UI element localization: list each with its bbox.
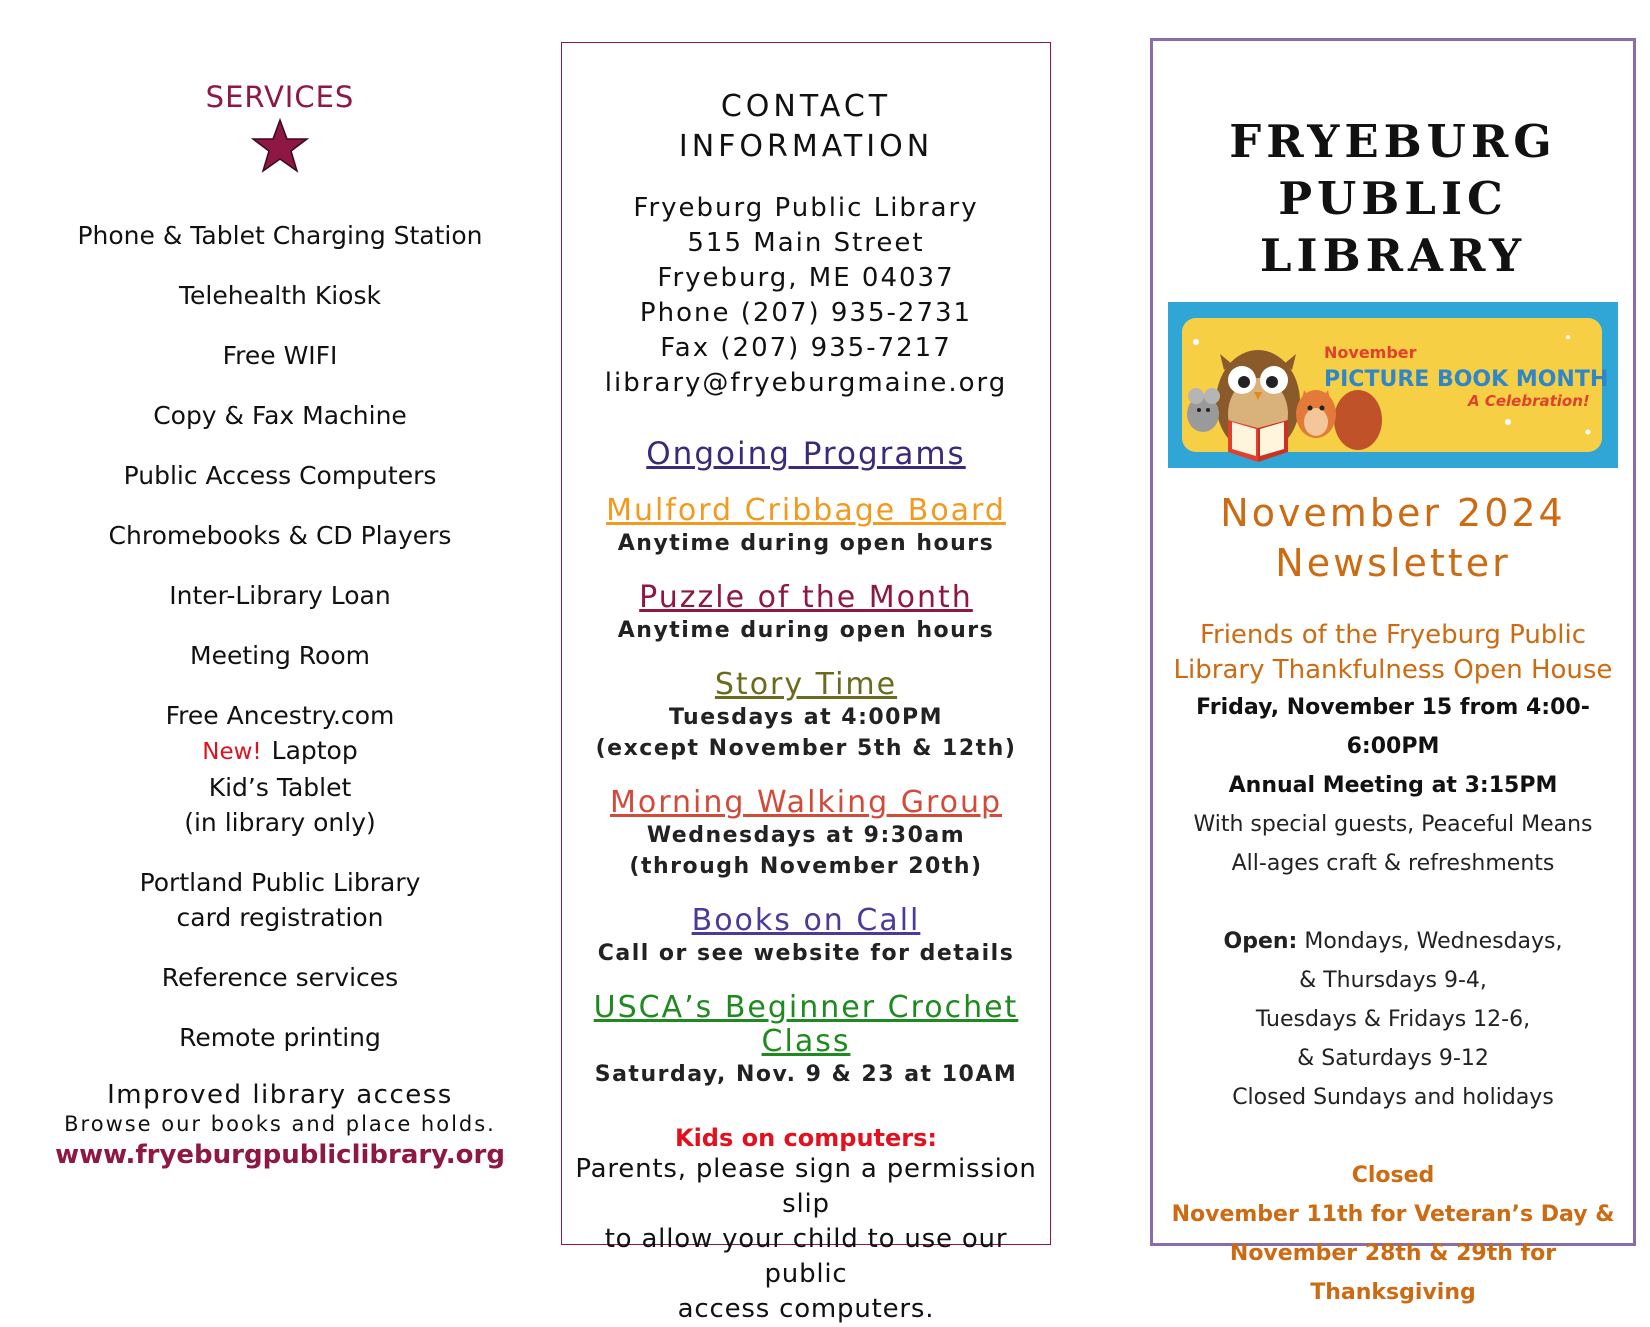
service-item: Free WIFI xyxy=(222,341,338,370)
closure-line: November 11th for Veteran’s Day & xyxy=(1171,1202,1615,1227)
service-item: Public Access Computers xyxy=(123,461,437,490)
service-item: Copy & Fax Machine xyxy=(153,401,407,430)
banner-month: November xyxy=(1324,343,1417,362)
kids-tablet-text: Kid’s Tablet xyxy=(208,773,352,802)
service-item: Phone & Tablet Charging Station xyxy=(77,221,483,250)
access-subtitle: Browse our books and place holds. xyxy=(64,1112,496,1136)
program-item xyxy=(562,581,1050,646)
program-detail: Saturday, Nov. 9 & 23 at 10AM xyxy=(594,1062,1018,1087)
program-name: USCA’s Beginner Crochet Class xyxy=(593,990,1019,1059)
portland-line-2: card registration xyxy=(176,903,384,932)
laptop-line xyxy=(30,733,530,770)
library-website-link[interactable]: www.fryeburgpubliclibrary.org xyxy=(55,1140,505,1170)
open-hours-line: & Saturdays 9-12 xyxy=(1297,1046,1489,1071)
closure-notice xyxy=(1153,1156,1633,1312)
newsletter-title xyxy=(1153,488,1633,588)
open-hours xyxy=(1153,922,1633,1117)
banner-subtitle: A Celebration! xyxy=(1468,392,1590,410)
services-title: SERVICES xyxy=(205,80,355,114)
programs-heading: Ongoing Programs xyxy=(646,436,966,472)
program-detail: Call or see website for details xyxy=(597,941,1015,966)
open-hours-line: & Thursdays 9-4, xyxy=(1299,968,1487,993)
program-detail: Anytime during open hours xyxy=(617,531,995,556)
kids-computers-text xyxy=(562,1152,1050,1327)
service-group-portland xyxy=(30,865,530,935)
laptop-text: Laptop xyxy=(271,736,358,765)
program-item xyxy=(562,904,1050,969)
service-item: Reference services xyxy=(161,963,399,992)
kids-line: Parents, please sign a permission slip xyxy=(575,1154,1037,1219)
program-name: Story Time xyxy=(714,667,898,702)
open-hours-line: Tuesdays & Fridays 12-6, xyxy=(1255,1007,1531,1032)
service-item: Telehealth Kiosk xyxy=(179,281,381,310)
newsletter-column xyxy=(1150,38,1636,1305)
program-item xyxy=(562,991,1050,1090)
annual-meeting: Annual Meeting at 3:15PM xyxy=(1228,773,1558,798)
library-name-line: LIBRARY xyxy=(1259,229,1527,282)
service-item: Chromebooks & CD Players xyxy=(108,521,452,550)
contact-title-line-2: INFORMATION xyxy=(678,129,934,164)
ancestry-text: Free Ancestry.com xyxy=(165,701,395,730)
contact-title xyxy=(562,87,1050,167)
library-name xyxy=(1153,113,1633,284)
event-date: Friday, November 15 from 4:00-6:00PM xyxy=(1196,695,1590,759)
contact-line: Fryeburg Public Library xyxy=(633,193,979,223)
open-house-title xyxy=(1153,618,1633,688)
contact-fax: Fax (207) 935-7217 xyxy=(660,333,952,363)
program-detail: (through November 20th) xyxy=(629,854,983,879)
mouse-icon xyxy=(1187,388,1220,432)
contact-line: Fryeburg, ME 04037 xyxy=(657,263,955,293)
closure-line: November 28th & 29th for Thanksgiving xyxy=(1229,1241,1557,1305)
program-name: Books on Call xyxy=(691,903,921,938)
program-name: Morning Walking Group xyxy=(609,785,1003,820)
access-title: Improved library access xyxy=(107,1080,453,1110)
contact-phone: Phone (207) 935-2731 xyxy=(639,298,973,328)
contact-column xyxy=(561,42,1051,1324)
service-item: Inter-Library Loan xyxy=(169,581,391,610)
newsletter-issue: November 2024 xyxy=(1220,491,1566,535)
kids-line: to allow your child to use our public xyxy=(604,1224,1008,1289)
services-list xyxy=(30,218,530,1055)
program-name: Mulford Cribbage Board xyxy=(606,493,1006,528)
library-name-line: FRYEBURG xyxy=(1229,115,1557,168)
program-item xyxy=(562,494,1050,559)
picture-book-month-banner xyxy=(1168,302,1618,468)
service-item: Meeting Room xyxy=(190,641,370,670)
contact-address xyxy=(562,191,1050,401)
contact-line: 515 Main Street xyxy=(687,228,925,258)
new-badge: New! xyxy=(202,739,262,765)
program-name: Puzzle of the Month xyxy=(639,580,973,615)
portland-line-1: Portland Public Library xyxy=(139,868,421,897)
open-house-line: Library Thankfulness Open House xyxy=(1173,655,1613,685)
program-detail: Tuesdays at 4:00PM xyxy=(668,705,944,730)
program-item xyxy=(562,786,1050,882)
open-house-line: Friends of the Fryeburg Public xyxy=(1199,620,1587,650)
open-hours-line: Closed Sundays and holidays xyxy=(1232,1085,1554,1110)
kids-line: access computers. xyxy=(677,1294,935,1324)
service-group-ancestry xyxy=(30,698,530,840)
program-detail: Wednesdays at 9:30am xyxy=(646,823,966,848)
services-column xyxy=(30,80,530,1170)
program-detail: Anytime during open hours xyxy=(617,618,995,643)
special-guests: With special guests, Peaceful Means xyxy=(1193,812,1593,837)
program-item xyxy=(562,668,1050,764)
service-item: Remote printing xyxy=(179,1023,381,1052)
library-name-line: PUBLIC xyxy=(1278,172,1508,225)
craft-refreshments: All-ages craft & refreshments xyxy=(1231,851,1555,876)
kids-computers-title: Kids on computers: xyxy=(674,1124,938,1152)
contact-title-line-1: CONTACT xyxy=(720,89,892,124)
program-detail: (except November 5th & 12th) xyxy=(595,736,1017,761)
owl-reading-icon xyxy=(1216,350,1300,462)
open-text: Mondays, Wednesdays, xyxy=(1304,929,1563,954)
newsletter-label: Newsletter xyxy=(1275,541,1511,585)
in-library-text: (in library only) xyxy=(184,808,376,837)
open-label: Open: xyxy=(1223,929,1298,954)
closure-title: Closed xyxy=(1351,1163,1435,1188)
contact-email[interactable]: library@fryeburgmaine.org xyxy=(604,368,1008,398)
banner-title: PICTURE BOOK MONTH xyxy=(1324,367,1609,392)
open-hours-line xyxy=(1153,922,1633,961)
star-icon xyxy=(250,118,310,176)
